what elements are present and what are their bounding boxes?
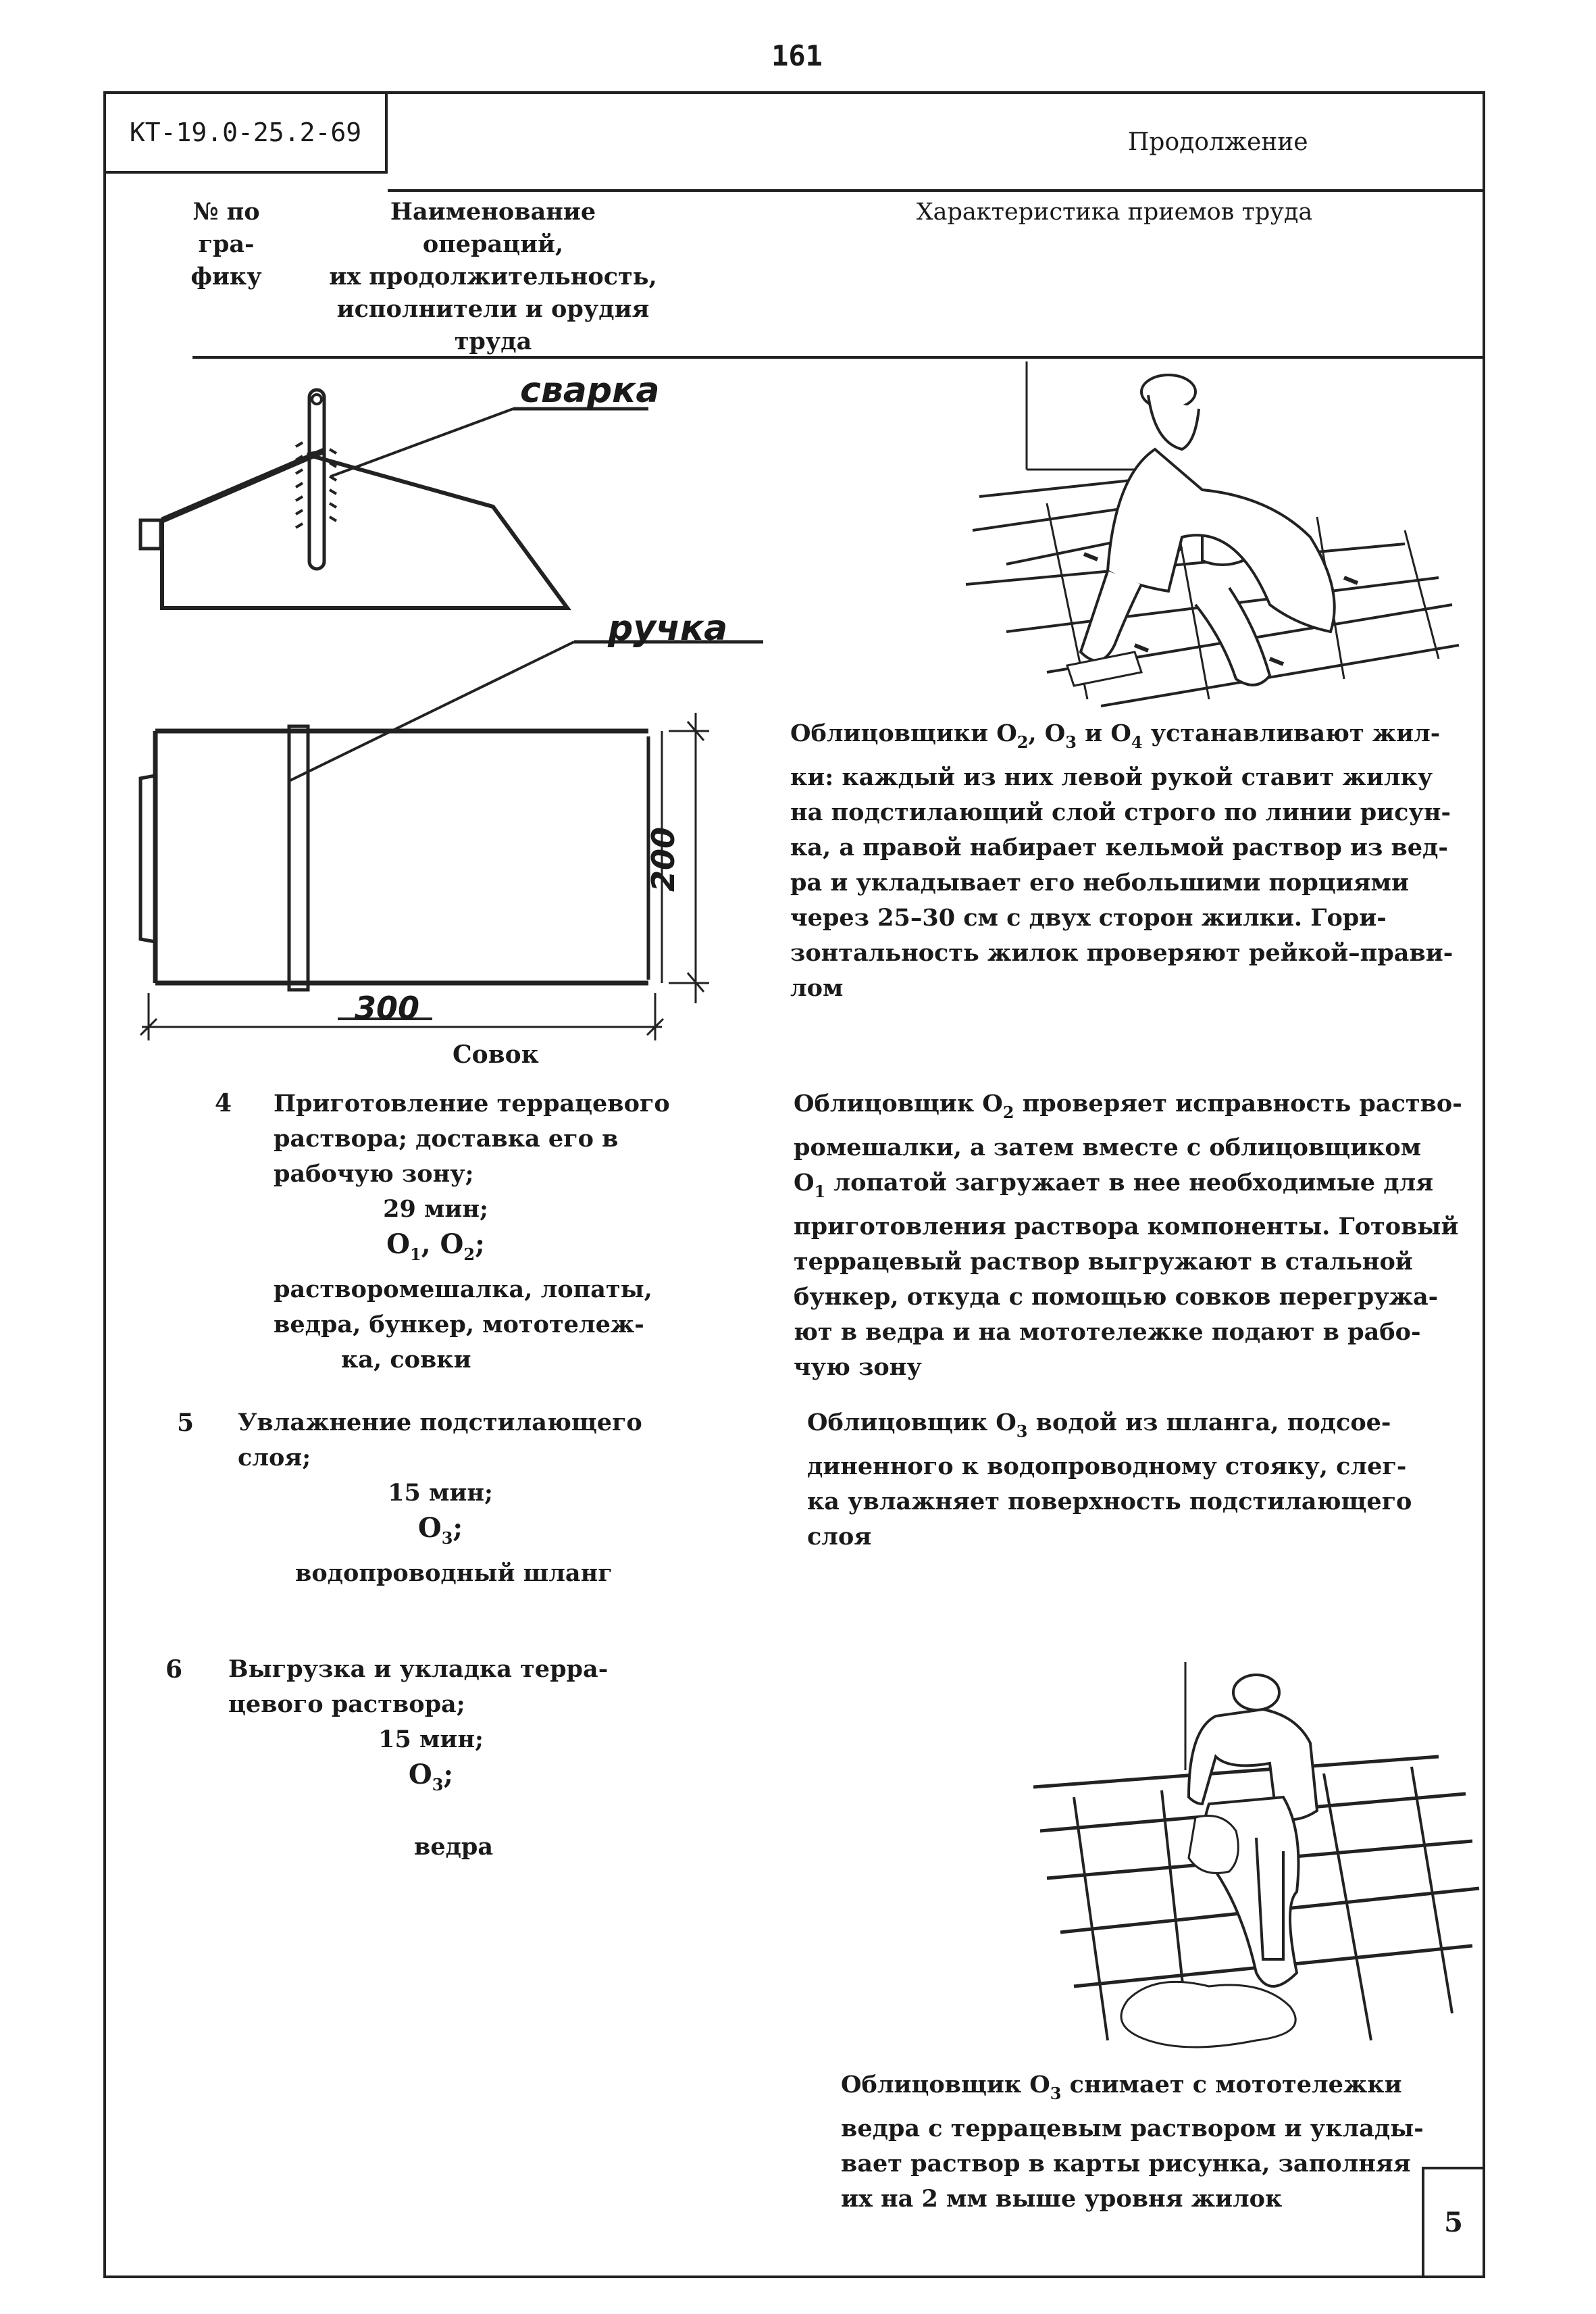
header-top-rule: [388, 189, 1485, 192]
header-col-characteristics: Характеристика приемов труда: [916, 199, 1313, 226]
dimension-height: 200: [645, 826, 681, 892]
operation-6-details: Выгрузка и укладка терра- цевого раствора; 15 мин; $О_3$; ведра: [228, 1655, 609, 1861]
scoop-caption: Совок: [453, 1040, 539, 1069]
handle-label: ручка: [608, 608, 728, 649]
header-col-operation: Наименование операций, их продолжительность, исполнители и орудия труда: [329, 198, 657, 355]
header-col-number: № по гра- фику: [190, 198, 262, 291]
operation-5-number: 5: [177, 1409, 195, 1437]
sheet-number: 5: [1422, 2167, 1485, 2278]
weld-label: сварка: [520, 370, 660, 411]
operation-5-description: Облицовщик $О_3$ водой из шланга, подсое- диненного к водопроводному стояку, слег- ка увлажняет поверхность подстилающего слоя: [807, 1409, 1412, 1551]
operation-4-details: Приготовление террацевого раствора; доставка его в рабочую зону; 29 мин; $О_1$, $О_2$; растворомешалка, лопаты, ведра, бункер, мототележ- ка, совки: [274, 1090, 670, 1374]
operation-4-number: 4: [215, 1089, 232, 1117]
page-number: 161: [771, 39, 823, 72]
operation-5-details: Увлажнение подстилающего слоя; 15 мин; $О_3$; водопроводный шланг: [238, 1409, 642, 1587]
strip-setting-description: Облицовщики $О_2$, $О_3$ и $О_4$ устанавливают жил- ки: каждый из них левой рукой ставит жилку на подстилающий слой строго по линии рисун- ка, а правой набирает кельмой раствор из вед- ра и укладывает его небольшими порциями через 25–30 см с двух сторон жилки. Гори- зонтальность жилок проверяют рейкой–прави- лом: [790, 720, 1453, 1002]
operation-6-description: Облицовщик $О_3$ снимает с мототележки ведра с террацевым раствором и уклады- вает раствор в карты рисунка, заполняя их на 2 мм выше уровня жилок: [841, 2071, 1424, 2213]
continuation-label: Продолжение: [1128, 128, 1308, 156]
worker-setting-strips-illustration: [966, 361, 1479, 720]
worker-pouring-mortar-illustration: [1033, 1662, 1479, 2054]
operation-4-description: Облицовщик $О_2$ проверяет исправность раство- ромешалки, а затем вместе с облицовщиком $О_1$ лопатой загружает в нее необходимые для приготовления раствора компоненты. Готовый террацевый раствор выгружают в стальной бункер, откуда с помощью совков перегружа- ют в ведра и на мототележке подают в рабо- чую зону: [794, 1090, 1462, 1381]
dimension-width: 300: [355, 990, 420, 1026]
document-code: КТ-19.0-25.2-69: [103, 91, 388, 174]
scoop-side-view-drawing: [128, 375, 682, 618]
operation-6-number: 6: [165, 1655, 183, 1684]
